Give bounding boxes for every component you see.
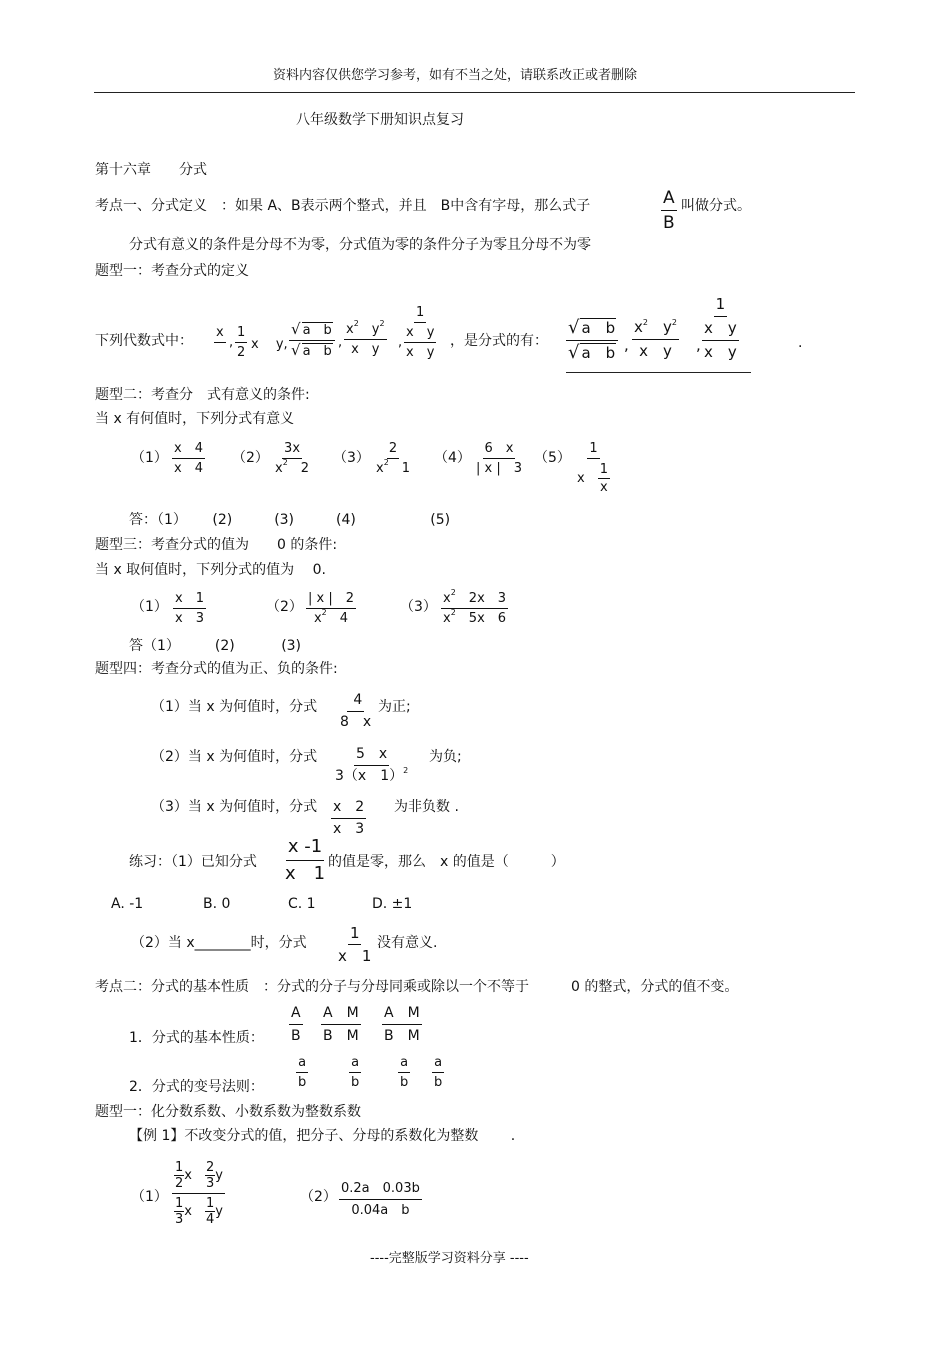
expr-2-over-x2-1: $\frac{2}{x^2 1}$ — [376, 441, 411, 476]
practice-1-tail: 的值是零，那么 x 的值是（ ） — [328, 854, 565, 870]
type4-q2-tail: 为负; — [429, 749, 462, 765]
kp1-definition-tail: 叫做分式。 — [681, 198, 751, 214]
type1-lead: 下列代数式中： — [95, 333, 193, 349]
practice-1: 练习：（1）已知分式 — [129, 854, 257, 870]
fraction-numerator: A — [661, 188, 677, 211]
expr-a-div-m-over-b-div-m: $\frac{\text{A M}}{\text{B M}}$ — [384, 1005, 420, 1044]
expr-one-over-x-y-stack: 1 x y x y — [406, 305, 435, 360]
comma-separator: , — [229, 335, 234, 350]
item-number: （2） — [266, 599, 303, 615]
kp2-definition: 考点二：分式的基本性质 ：分式的分子与分母同乘或除以一个不等于 0 的整式，分式的值不变。 — [95, 979, 739, 995]
practice-2-tail: 没有意义. — [377, 935, 438, 951]
kp2-property-1: 1．分式的基本性质： — [129, 1030, 264, 1046]
footer-note: ----完整版学习资料分享 ---- — [370, 1251, 529, 1266]
expr-5-x-over-3-x-1-squared: $\frac{5 x}{3(x 1)^2}$ — [335, 746, 409, 784]
chapter-heading: 第十六章 分式 — [95, 162, 207, 178]
expr-complex-coefficient-fraction: 1 2 x 2 3 y 1 3 x 1 4 y — [172, 1160, 225, 1227]
comma-separator: , — [338, 335, 343, 350]
practice-2: （2）当 x________时，分式 — [131, 935, 307, 951]
expr-x2-y2-over-x-y: $\frac{x^2 y^2}{\text{x y}}$ — [346, 319, 385, 357]
expr-1-over-x-1: $\frac{1}{x 1}$ — [338, 924, 372, 965]
item-number: （3） — [400, 599, 437, 615]
item-number: （1） — [131, 1189, 168, 1205]
comma-separator: , — [624, 336, 629, 354]
header-rule — [94, 92, 855, 93]
expr-x-plus-y: x y, — [251, 337, 288, 352]
option-a: A. -1 — [111, 896, 144, 912]
expr-abs-x-2-over-x2-4: $\frac{| x | 2}{x^2 4}$ — [308, 591, 354, 626]
example-1: 【例 1】不改变分式的值，把分子、分母的系数化为整数 . — [129, 1128, 516, 1144]
expr-x-4-over-x-4: $\frac{x 4}{x 4}$ — [174, 441, 203, 476]
fraction-a-over-b — [661, 188, 677, 233]
expr-a-over-b-lower: $\frac{a}{b}$ — [434, 1055, 443, 1090]
expr-neg-a-over-neg-b: $\frac{a}{b}$ — [400, 1055, 409, 1090]
expr-a-over-b: $\frac{A}{B}$ — [291, 1005, 301, 1044]
type1-mid: ，是分式的有： — [450, 333, 548, 349]
expr-a-over-neg-b: $\frac{a}{b}$ — [351, 1055, 360, 1090]
expr-3x-over-x2-2: $\frac{3x}{x^2 2}$ — [275, 441, 310, 476]
expr-4-over-8-x: $\frac{4}{8 x}$ — [340, 692, 372, 730]
type4-q1: （1）当 x 为何值时，分式 — [151, 699, 318, 715]
type3-question: 当 x 取何值时，下列分式的值为 0. — [95, 562, 326, 578]
expr-x-1-over-x-3: $\frac{x 1}{x 3}$ — [175, 591, 204, 626]
kp2-type1-label: 题型一：化分数系数、小数系数为整数系数 — [95, 1104, 361, 1120]
option-b: B. 0 — [203, 896, 231, 912]
type3-answer: 答（1） (2) (3) — [129, 638, 302, 654]
kp1-definition: 考点一、分式定义 ：如果 A、B表示两个整式，并且 B中含有字母，那么式子 — [95, 198, 591, 214]
type1-end: . — [798, 335, 803, 351]
answer-one-over-x-y-stack: 1 x y x y — [704, 295, 737, 361]
expr-x-over-pi: x — [214, 325, 226, 360]
expr-neg-a-over-b: $\frac{a}{b}$ — [298, 1055, 307, 1090]
answer-x2-y2-over-x-y: $\frac{x^2 y^2}{\text{x y}}$ — [634, 318, 677, 360]
option-c: C. 1 — [288, 896, 316, 912]
type4-q1-tail: 为正; — [378, 699, 411, 715]
header-note: 资料内容仅供您学习参考，如有不当之处，请联系改正或者删除 — [273, 68, 638, 83]
expr-am-over-bm: $\frac{\text{A M}}{\text{B M}}$ — [323, 1005, 359, 1044]
item-number: （1） — [131, 450, 168, 466]
expr-sqrt-fraction: $\frac{\text{√ a b}}{\text{√ a b}}$ — [289, 322, 335, 359]
kp2-property-2: 2．分式的变号法则： — [129, 1079, 264, 1095]
answer-sqrt-fraction: $\frac{\text{√ a b}}{\text{√ a b}}$ — [566, 318, 618, 363]
expr-x-minus-1-over-x-1: $\frac{x -1}{x 1}$ — [285, 836, 326, 884]
type2-question: 当 x 有何值时，下列分式有意义 — [95, 411, 295, 427]
type4-q3-tail: 为非负数 . — [394, 799, 459, 815]
item-number: （3） — [333, 450, 370, 466]
type4-q3: （3）当 x 为何值时，分式 — [151, 799, 318, 815]
comma-separator: , — [696, 336, 701, 354]
expr-half: $\frac{1}{2}$ — [237, 325, 246, 360]
item-number: （4） — [434, 450, 471, 466]
doc-title: 八年级数学下册知识点复习 — [296, 112, 464, 128]
item-number: （2） — [300, 1189, 337, 1205]
type2-answer: 答：（1） (2) (3) (4) (5) — [129, 512, 451, 528]
item-number: （2） — [232, 450, 269, 466]
type4-q2: （2）当 x 为何值时，分式 — [151, 749, 318, 765]
item-number: （1） — [131, 599, 168, 615]
type3-label: 题型三：考查分式的值为 0 的条件: — [95, 537, 338, 553]
item-number: （5） — [534, 450, 571, 466]
type1-label: 题型一：考查分式的定义 — [95, 263, 249, 279]
fraction-denominator: B — [663, 213, 675, 233]
expr-x-2-over-x-3: $\frac{x 2}{x 3}$ — [333, 799, 365, 837]
type2-label: 题型二：考查分 式有意义的条件: — [95, 387, 310, 403]
comma-separator: , — [398, 335, 403, 350]
type4-label: 题型四：考查分式的值为正、负的条件: — [95, 661, 338, 677]
expr-6-x-over-abs-x-3: $\frac{6 x}{| x | 3}$ — [476, 441, 522, 476]
expr-quadratic-fraction: $\frac{x^2 2x 3}{x^2 5x 6}$ — [443, 588, 507, 626]
expr-decimal-coefficient-fraction: $\frac{0.2a 0.03b}{\text{0.04a b}}$ — [341, 1181, 420, 1218]
answer-underline — [566, 372, 751, 373]
kp1-condition: 分式有意义的条件是分母不为零，分式值为零的条件分子为零且分母不为零 — [129, 237, 591, 253]
expr-1-over-x-1-over-x: 1 x 1 x — [577, 441, 608, 495]
option-d: D. ±1 — [372, 896, 413, 912]
